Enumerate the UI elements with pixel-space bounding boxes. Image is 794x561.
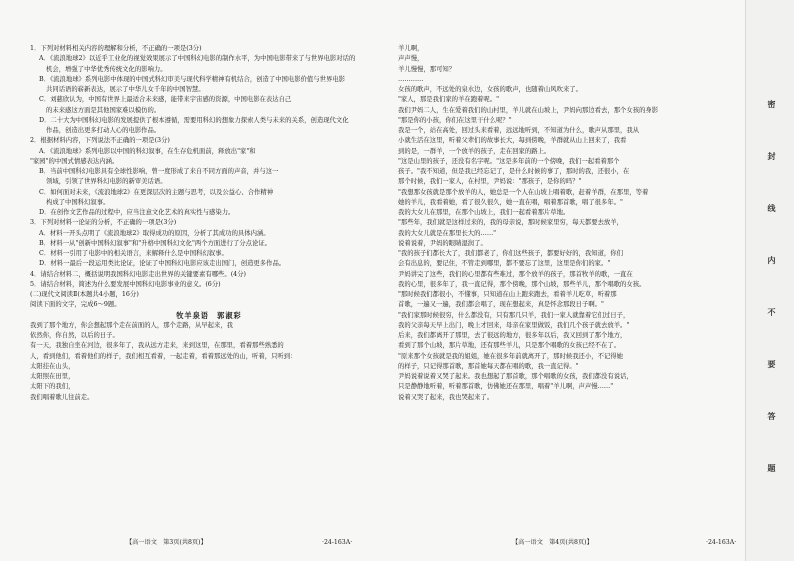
passage-title: 牧羊泉语 郭淑彩 bbox=[176, 310, 242, 320]
text-line: 太阳下的我们， bbox=[30, 383, 75, 391]
page-code-right: ·24-163A· bbox=[706, 539, 737, 546]
text-line: 我的大女儿在那里，在那个山坡上，我们一起看着那片草地。 bbox=[398, 209, 570, 216]
text-line: ………… bbox=[398, 75, 424, 83]
text-line: D．在创作文艺作品的过程中，应当注意文化艺术的真实性与感染力。 bbox=[39, 209, 235, 216]
text-line: 会有出息的，要记住，不管走到哪里，都不要忘了这里，这里是你们的家。" bbox=[398, 260, 611, 268]
text-line: 3．下列对材料一论证的分析，不正确的一项是(3分) bbox=[30, 219, 177, 227]
text-line: B．材料一从"创新中国科幻叙事"和"升格中国科幻文化"两个方面进行了分点论证。 bbox=[39, 239, 272, 247]
text-line: 我到了那个地方，你会想起那个走在前面的人，那个走路，从早起来，我 bbox=[30, 321, 234, 329]
text-line: 构成了中国科幻叙事。 bbox=[46, 198, 110, 206]
page-footer-left: 【高一语文 第3页(共8页)】 bbox=[126, 539, 207, 546]
text-line: 有一天，我独自坐在河边，很多年了，我从远方走来，来到这里，在那里，看着那些熟悉的 bbox=[30, 342, 284, 350]
text-line: "原来那个女孩就是我的姐姐，她在很多年前就离开了，那时候我还小，不记得她 bbox=[398, 352, 623, 360]
text-line: 我的父亲每天早上出门，晚上才回来，母亲在家里做饭，我们几个孩子就去放羊。" bbox=[398, 321, 630, 329]
text-line: 尹妈讲完了这些，我们的心里都有些难过，那个放羊的孩子，那首牧羊的歌，一直在 bbox=[398, 270, 633, 278]
text-line: B．当前中国科幻电影具有全球性影响，曾一度形成了来自不同方面的声音，并与这一 bbox=[39, 168, 279, 175]
text-line: "我想那女孩就是那个放羊的人，她总是一个人在山坡上唱着歌，赶着羊群，在那里，等着 bbox=[398, 188, 649, 196]
text-line: 作品，创造出更多打动人心的电影作品。 bbox=[46, 127, 161, 134]
text-line: "这是山里的孩子，还没有名字呢。"这是多年前的一个傍晚，我们一起看着那个 bbox=[398, 157, 620, 165]
page-code-left: ·24-163A· bbox=[322, 539, 353, 546]
text-line: 2．根据材料内容，下列说法不正确的一项是(3分) bbox=[30, 137, 170, 145]
text-line: 领域，引领了世界科幻电影的新审美话语。 bbox=[46, 178, 167, 186]
text-line: 的未来感这方面是其他国家难以模仿的。 bbox=[46, 106, 161, 114]
text-line: "那是你的小孩，你们在这里干什么呢？" bbox=[398, 116, 512, 124]
text-line: "我的孩子们都长大了，我们都老了，你们这些孩子，都要好好的，我知道，你们 bbox=[398, 250, 623, 257]
text-line: 看到了那个山坡，那片草地，还有那些羊儿，只是那个唱歌的女孩已经不在了。 bbox=[398, 342, 621, 350]
text-line: 我们唱着歌儿往前走。 bbox=[30, 393, 94, 401]
binding-margin bbox=[745, 0, 794, 561]
right-column bbox=[398, 44, 728, 403]
text-line: "那些年，我们就是这样过来的，我的母亲说，那时候家里穷，每天都要去放羊， bbox=[398, 219, 623, 227]
text-line: C．刘慈欣认为，中国有世界上最适合未来感，能带来宇宙感的资源，中国电影在表达自己 bbox=[39, 96, 292, 104]
text-line: C．如何面对未来，《流浪地球2》在更深层次的主题与思考，以及公益心、合作精神 bbox=[39, 188, 274, 196]
text-line: 尹妈说着说着又哭了起来。我也想起了那首歌，那个唱歌的女孩，我们都没有说话， bbox=[398, 373, 633, 380]
text-line: 我是一个，站在高处，回过头来看着，远远地听到，不知道为什么，歌声从那里，我从 bbox=[398, 127, 640, 134]
text-line: 5．请结合材料，简述为什么要发展中国科幻电影事业的意义。(6分) bbox=[30, 280, 221, 288]
text-line: 说着又哭了起来，我也哭起来了。 bbox=[398, 393, 494, 401]
text-line: 到的是，一群羊，一个放羊的孩子，走在回家的路上。 bbox=[398, 147, 551, 155]
text-line: 说着说着，尹妈的眼睛湿润了。 bbox=[398, 239, 487, 247]
text-line: 1．下列对材料相关内容的理解和分析，不正确的一项是(3分) bbox=[30, 45, 202, 52]
text-line: 我的大女儿就是在那里长大的……" bbox=[398, 229, 497, 237]
text-line: 只是静静地听着，听着那首歌，仿佛她还在那里，唱着"羊儿啊，声声慢……" bbox=[398, 383, 614, 391]
text-line: C．材料一引用了电影中的相关语言，来解释什么是中国科幻叙事。 bbox=[39, 250, 228, 257]
text-line: (二)现代文阅读Ⅱ(本题共4小题，16分) bbox=[30, 291, 139, 298]
text-line: "家人，那是我们家的羊在跑着呢。" bbox=[398, 96, 499, 104]
seal-notice: 密 封 线 内 不 要 答 题 bbox=[767, 100, 777, 490]
text-line: D．二十大为中国科幻电影的发展提供了根本遵循，需要用科幻的想象力探索人类与未来的关系，创造现代文化 bbox=[39, 116, 349, 124]
text-line: B．《流浪地球》系列电影中体现的中国式科幻审美与现代科学精神有机结合，创造了中国电影价值与世界电影 bbox=[39, 75, 345, 83]
left-column bbox=[30, 44, 388, 403]
text-line: 首歌，一遍又一遍，我们都会唱了，现在想起来，真是怀念那段日子啊。" bbox=[398, 301, 604, 309]
text-line: 小就生活在这里，听着父辈们的故事长大，每到傍晚，羊群就从山上回来了，我看 bbox=[398, 137, 627, 145]
text-line: 孩子。"我不知道，但是我已经忘记了，是什么时候的事了，那时的我，还很小，在 bbox=[398, 168, 630, 175]
text-line: 我们尹妈二人，生在爱着我们的山村里，羊儿就在山坡上，尹妈向那边看去，那个女孩的身影 bbox=[398, 106, 659, 114]
text-line: 4．请结合材料二，概括说明我国科幻电影走出世界的关键要素有哪些。(4分) bbox=[30, 270, 247, 278]
text-line: 阅读下面的文字，完成6～9题。 bbox=[30, 301, 121, 309]
text-line: 太阳挂在山头， bbox=[30, 362, 75, 370]
text-line: 的样子，只记得那首歌，那首她每天都在唱的歌，我一直记得。" bbox=[398, 362, 579, 370]
text-line: 那个时候，我们一家人，在村里，尹妈说："那孩子，是你的吗？" bbox=[398, 178, 582, 186]
text-line: "我们家那时候很穷，什么都没有，只有那几只羊，我们一家人就靠着它们过日子， bbox=[398, 311, 630, 319]
text-line: 机会，增强了中华优秀传统文化的影响力。 bbox=[46, 65, 167, 73]
text-line: A．《流浪地球》系列电影以中国的科幻叙事，在生存危机面前，释放出"家"和 bbox=[39, 147, 256, 155]
text-line: A．材料一开头点明了《流浪地球2》取得成功的原因，分析了其成功的具体内涵。 bbox=[39, 229, 270, 237]
text-line: "家园"的中国式情感表达内涵。 bbox=[30, 157, 119, 165]
text-line: 后来，我们都离开了那里，去了很远的地方，很多年以后，我又回到了那个地方， bbox=[398, 332, 627, 339]
text-line: 羊儿啊， bbox=[398, 45, 424, 52]
text-line: D．材料一最后一段运用类比论证，论证了中国科幻电影应该走出国门，创造更多作品。 bbox=[39, 260, 286, 268]
text-line: 我的心里，很多年了，我一直记得，那个傍晚，那个山坡，那些羊儿，那个唱歌的女孩。 bbox=[398, 280, 646, 288]
text-line: 女孩的歌声，不远处的泉水边，女孩的歌声，也随着山风吹来了。 bbox=[398, 86, 582, 93]
text-line: 依然你，你自然，以后的日子。 bbox=[30, 332, 119, 339]
text-line: 共同话语的崭新表达，展示了中华儿女千年的中国智慧。 bbox=[46, 86, 205, 93]
text-line: 太阳照在田里， bbox=[30, 373, 75, 380]
text-line: 羊儿慢慢，那可知？ bbox=[398, 65, 456, 73]
text-line: 她的羊儿，我看着她，看了很久很久，她一直在唱，唱着那首歌，唱了很多年。" bbox=[398, 198, 623, 206]
text-line: A．《流浪地球2》以近乎工业化的视觉效果展示了中国科幻电影的制作水平，为中国电影带来了与世界电影对话的 bbox=[39, 55, 356, 63]
page-footer-right: 【高一语文 第4页(共8页)】 bbox=[512, 539, 593, 546]
text-line: "那时候我们都很小，不懂事，只知道在山上跑来跑去，看着羊儿吃草，听着那 bbox=[398, 291, 617, 298]
text-line: 人，看到他们，看着他们的样子，我们相互看着，一起走着，看着那远处的山，听着，只听到： bbox=[30, 352, 297, 360]
text-line: 声声慢， bbox=[398, 55, 424, 63]
